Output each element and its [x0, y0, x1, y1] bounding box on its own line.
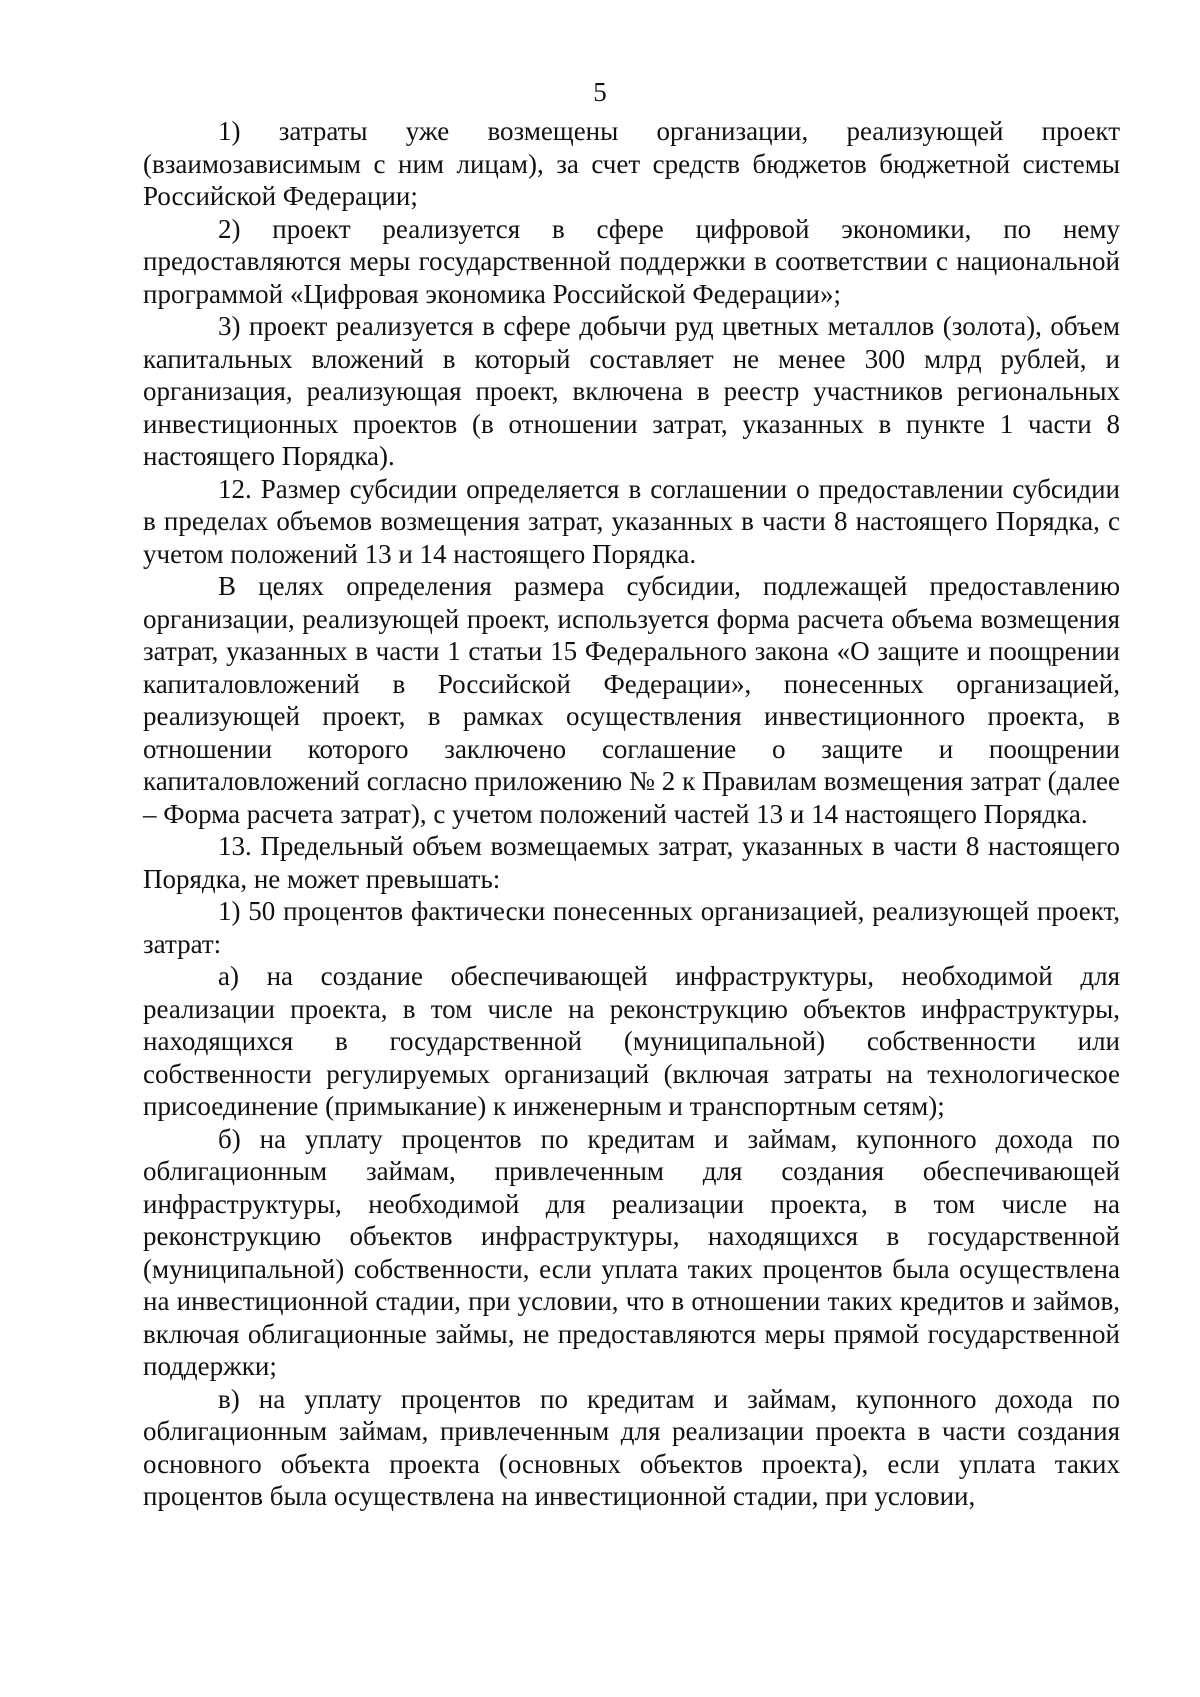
- paragraph-subsidy-calculation: В целях определения размера субсидии, подлежащей предоставлению организации, реализующей проект, используется форма расчета объема возмещения затрат, указанных в части 1 статьи 15 Федерального закона «О защите и поощрении капиталовложений в Российской Федерации», понесенных организацией, реализующей проект, в рамках осуществления инвестиционного проекта, в отношении которого заключено соглашение о защите и поощрении капиталовложений согласно приложению № 2 к Правилам возмещения затрат (далее – Форма расчета затрат), с учетом положений частей 13 и 14 настоящего Порядка.: [143, 571, 1120, 829]
- paragraph-subitem-b: б) на уплату процентов по кредитам и займам, купонного дохода по облигационным займам, привлеченным для создания обеспечивающей инфраструктуры, необходимой для реализации проекта, в том числе на реконструкцию объектов инфраструктуры, находящихся в государственной (муниципальной) собственности, если уплата таких процентов была осуществлена на инвестиционной стадии, при условии, что в отношении таких кредитов и займов, включая облигационные займы, не предоставляются меры прямой государственной поддержки;: [143, 1123, 1120, 1381]
- paragraph-subitem-a: а) на создание обеспечивающей инфраструктуры, необходимой для реализации проекта, в том числе на реконструкцию объектов инфраструктуры, находящихся в государственной (муниципальной) собственности или собственности регулируемых организаций (включая затраты на технологическое присоединение (примыкание) к инженерным и транспортным сетям);: [143, 961, 1120, 1121]
- paragraph-item-13-1: 1) 50 процентов фактически понесенных организацией, реализующей проект, затрат:: [143, 896, 1120, 959]
- paragraph-item-3: 3) проект реализуется в сфере добычи руд цветных металлов (золота), объем капитальных вложений в который составляет не менее 300 млрд рублей, и организация, реализующая проект, включена в реестр участников региональных инвестиционных проектов (в отношении затрат, указанных в пункте 1 части 8 настоящего Порядка).: [143, 311, 1120, 471]
- paragraph-section-12: 12. Размер субсидии определяется в соглашении о предоставлении субсидии в пределах объемов возмещения затрат, указанных в части 8 настоящего Порядка, с учетом положений 13 и 14 настоящего Порядка.: [143, 473, 1120, 569]
- page-number: 5: [593, 77, 607, 107]
- paragraph-item-2: 2) проект реализуется в сфере цифровой экономики, по нему предоставляются меры государственной поддержки в соответствии с национальной программой «Цифровая экономика Российской Федерации»;: [143, 213, 1120, 309]
- document-body: [143, 115, 1120, 1513]
- paragraph-section-13: 13. Предельный объем возмещаемых затрат, указанных в части 8 настоящего Порядка, не может превышать:: [143, 831, 1120, 894]
- paragraph-item-1: 1) затраты уже возмещены организации, реализующей проект (взаимозависимым с ним лицам), за счет средств бюджетов бюджетной системы Российской Федерации;: [143, 116, 1120, 211]
- paragraph-subitem-v: в) на уплату процентов по кредитам и займам, купонного дохода по облигационным займам, привлеченным для реализации проекта в части создания основного объекта проекта (основных объектов проекта), если уплата таких процентов была осуществлена на инвестиционной стадии, при условии,: [143, 1383, 1120, 1511]
